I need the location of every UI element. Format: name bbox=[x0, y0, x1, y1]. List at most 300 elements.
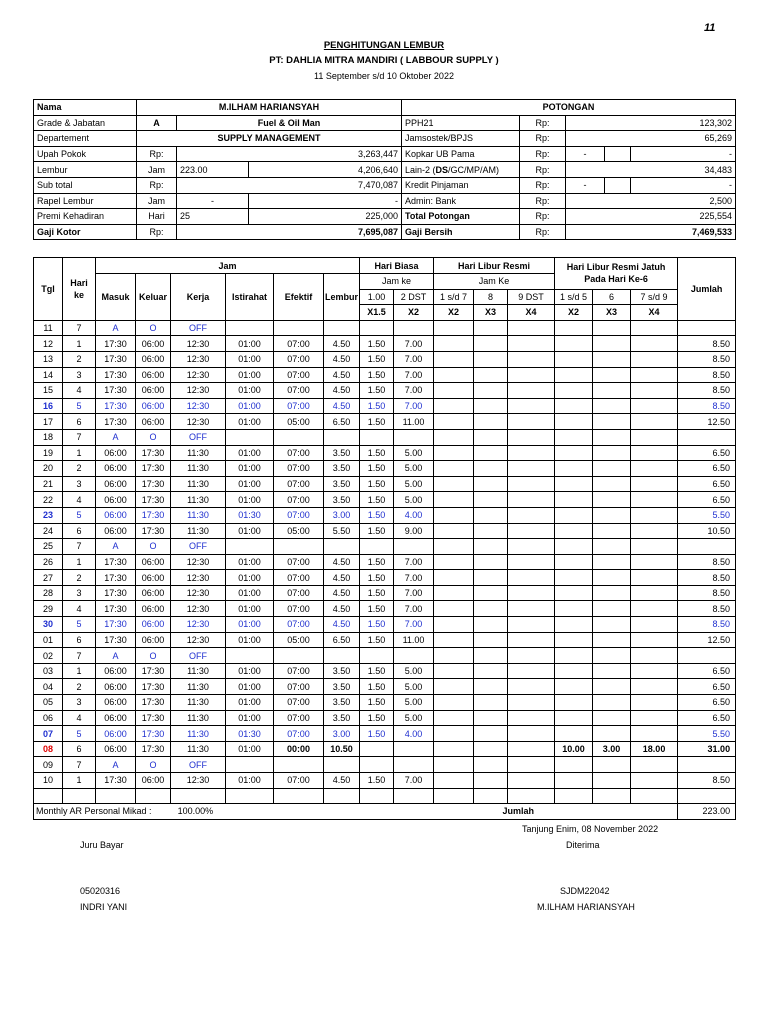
cell-hlr6-x3 bbox=[593, 539, 631, 555]
cell-hlr-x2 bbox=[434, 585, 474, 601]
cell-keluar: 06:00 bbox=[136, 414, 171, 430]
cell-tgl: 12 bbox=[34, 336, 63, 352]
cell-lembur: 3.50 bbox=[324, 461, 360, 477]
cell-hlr-x3 bbox=[474, 773, 508, 789]
cell-lembur bbox=[324, 320, 360, 336]
col-hari-libur-resmi: Hari Libur Resmi bbox=[434, 258, 555, 274]
cell-hari-ke: 2 bbox=[63, 570, 96, 586]
cell-hb-x1-5 bbox=[360, 741, 394, 757]
cell-istirahat: 01:00 bbox=[226, 632, 274, 648]
nama-label: Nama bbox=[34, 100, 137, 116]
cell-hlr-x3 bbox=[474, 617, 508, 633]
cell-hlr6-x4 bbox=[631, 695, 678, 711]
overtime-row bbox=[34, 773, 736, 789]
cell-efektif: 07:00 bbox=[274, 367, 324, 383]
overtime-row bbox=[34, 617, 736, 633]
cell-istirahat: 01:00 bbox=[226, 476, 274, 492]
cell-efektif: 07:00 bbox=[274, 601, 324, 617]
overtime-rows bbox=[34, 320, 736, 788]
cell-keluar: 17:30 bbox=[136, 523, 171, 539]
rapel-unit: Jam bbox=[137, 193, 177, 209]
cell-hari-ke: 6 bbox=[63, 414, 96, 430]
cell-hlr-x3 bbox=[474, 648, 508, 664]
cell-hlr6-x4 bbox=[631, 648, 678, 664]
cell-hlr-x2 bbox=[434, 726, 474, 742]
overtime-row bbox=[34, 554, 736, 570]
cell-hb-x1-5: 1.50 bbox=[360, 585, 394, 601]
cell-tgl: 20 bbox=[34, 461, 63, 477]
overtime-row bbox=[34, 492, 736, 508]
upah-value: 3,263,447 bbox=[177, 146, 402, 162]
cell-lembur: 4.50 bbox=[324, 554, 360, 570]
cell-hlr-x4 bbox=[508, 617, 555, 633]
cell-kerja: OFF bbox=[171, 648, 226, 664]
cell-hlr-x4 bbox=[508, 741, 555, 757]
mult-5: X4 bbox=[508, 305, 555, 321]
mult-3: X2 bbox=[434, 305, 474, 321]
cell-efektif bbox=[274, 320, 324, 336]
cell-hb-x2: 4.00 bbox=[394, 507, 434, 523]
cell-hlr-x2 bbox=[434, 539, 474, 555]
cell-tgl: 06 bbox=[34, 710, 63, 726]
dept-label: Departement bbox=[34, 131, 137, 147]
cell-hlr-x4 bbox=[508, 461, 555, 477]
cell-hb-x2: 4.00 bbox=[394, 726, 434, 742]
cell-hlr-x4 bbox=[508, 351, 555, 367]
col-jam: Jam bbox=[96, 258, 360, 274]
page-number: 11 bbox=[704, 22, 716, 34]
row-dept bbox=[34, 131, 736, 147]
cell-hlr6-x4 bbox=[631, 320, 678, 336]
cell-tgl: 13 bbox=[34, 351, 63, 367]
rapel-value: - bbox=[249, 193, 402, 209]
dept-value: SUPPLY MANAGEMENT bbox=[137, 131, 402, 147]
cell-hlr-x3 bbox=[474, 429, 508, 445]
jamsostek-rp: Rp: bbox=[520, 131, 566, 147]
summary-row bbox=[34, 804, 736, 820]
overtime-row bbox=[34, 695, 736, 711]
cell-hari-ke: 1 bbox=[63, 445, 96, 461]
cell-kerja: 11:30 bbox=[171, 492, 226, 508]
gaji-bersih-label: Gaji Bersih bbox=[402, 224, 520, 240]
cell-hlr-x4 bbox=[508, 570, 555, 586]
cell-efektif: 07:00 bbox=[274, 507, 324, 523]
cell-jumlah: 6.50 bbox=[678, 492, 736, 508]
cell-tgl: 08 bbox=[34, 741, 63, 757]
cell-jumlah: 6.50 bbox=[678, 695, 736, 711]
row-nama bbox=[34, 100, 736, 116]
cell-kerja: 11:30 bbox=[171, 445, 226, 461]
cell-masuk: 06:00 bbox=[96, 507, 136, 523]
cell-hb-x2: 5.00 bbox=[394, 492, 434, 508]
cell-hlr-x2 bbox=[434, 492, 474, 508]
sub-2: 2 DST bbox=[394, 289, 434, 305]
cell-hlr-x4 bbox=[508, 726, 555, 742]
cell-hlr6-x2 bbox=[555, 383, 593, 399]
cell-hlr-x2 bbox=[434, 741, 474, 757]
cell-hb-x1-5: 1.50 bbox=[360, 726, 394, 742]
cell-hlr6-x3 bbox=[593, 523, 631, 539]
cell-keluar: 06:00 bbox=[136, 773, 171, 789]
cell-hlr6-x2 bbox=[555, 663, 593, 679]
cell-hb-x2 bbox=[394, 741, 434, 757]
cell-hlr6-x4 bbox=[631, 773, 678, 789]
cell-masuk: A bbox=[96, 757, 136, 773]
cell-hb-x2 bbox=[394, 320, 434, 336]
lembur-value: 4,206,640 bbox=[249, 162, 402, 178]
cell-efektif: 07:00 bbox=[274, 476, 324, 492]
cell-masuk: A bbox=[96, 539, 136, 555]
cell-masuk: 06:00 bbox=[96, 445, 136, 461]
cell-istirahat: 01:00 bbox=[226, 585, 274, 601]
cell-hlr6-x2 bbox=[555, 726, 593, 742]
overtime-row bbox=[34, 570, 736, 586]
cell-keluar: O bbox=[136, 429, 171, 445]
cell-hari-ke: 6 bbox=[63, 523, 96, 539]
cell-jumlah: 6.50 bbox=[678, 476, 736, 492]
upah-unit: Rp: bbox=[137, 146, 177, 162]
cell-hlr6-x2 bbox=[555, 679, 593, 695]
juru-bayar-id: 05020316 bbox=[80, 886, 121, 896]
cell-hb-x1-5: 1.50 bbox=[360, 351, 394, 367]
cell-efektif bbox=[274, 429, 324, 445]
gaji-kotor-label: Gaji Kotor bbox=[34, 224, 137, 240]
cell-hlr-x3 bbox=[474, 663, 508, 679]
cell-jumlah: 6.50 bbox=[678, 710, 736, 726]
cell-hlr6-x2 bbox=[555, 351, 593, 367]
cell-masuk: 17:30 bbox=[96, 773, 136, 789]
cell-hb-x1-5: 1.50 bbox=[360, 367, 394, 383]
cell-keluar: O bbox=[136, 757, 171, 773]
kopkar-mid: - bbox=[566, 146, 605, 162]
cell-tgl: 18 bbox=[34, 429, 63, 445]
cell-hlr6-x2 bbox=[555, 648, 593, 664]
cell-hlr-x4 bbox=[508, 539, 555, 555]
cell-istirahat: 01:00 bbox=[226, 695, 274, 711]
cell-hb-x1-5: 1.50 bbox=[360, 695, 394, 711]
cell-hlr6-x3 bbox=[593, 429, 631, 445]
cell-istirahat: 01:00 bbox=[226, 617, 274, 633]
grade-label: Grade & Jabatan bbox=[34, 115, 137, 131]
cell-hlr-x4 bbox=[508, 414, 555, 430]
juru-bayar-name: INDRI YANI bbox=[80, 902, 128, 912]
cell-kerja: 12:30 bbox=[171, 554, 226, 570]
cell-hlr6-x3 bbox=[593, 663, 631, 679]
cell-lembur bbox=[324, 429, 360, 445]
cell-keluar: 06:00 bbox=[136, 398, 171, 414]
cell-masuk: 06:00 bbox=[96, 679, 136, 695]
cell-hb-x2: 7.00 bbox=[394, 336, 434, 352]
cell-kerja: 12:30 bbox=[171, 632, 226, 648]
cell-hb-x1-5: 1.50 bbox=[360, 414, 394, 430]
jamsostek-label: Jamsostek/BPJS bbox=[402, 131, 520, 147]
cell-hb-x1-5: 1.50 bbox=[360, 398, 394, 414]
cell-keluar: 17:30 bbox=[136, 507, 171, 523]
cell-lembur: 3.00 bbox=[324, 507, 360, 523]
cell-keluar: O bbox=[136, 648, 171, 664]
cell-masuk: 06:00 bbox=[96, 663, 136, 679]
cell-tgl: 24 bbox=[34, 523, 63, 539]
overtime-row bbox=[34, 383, 736, 399]
admin-value: 2,500 bbox=[566, 193, 736, 209]
cell-hlr-x4 bbox=[508, 523, 555, 539]
overtime-row bbox=[34, 663, 736, 679]
cell-hlr6-x2 bbox=[555, 773, 593, 789]
cell-jumlah: 8.50 bbox=[678, 570, 736, 586]
cell-hlr-x3 bbox=[474, 367, 508, 383]
cell-kerja: 11:30 bbox=[171, 741, 226, 757]
cell-kerja: 12:30 bbox=[171, 367, 226, 383]
cell-jumlah: 8.50 bbox=[678, 554, 736, 570]
cell-istirahat: 01:00 bbox=[226, 679, 274, 695]
cell-hlr6-x2 bbox=[555, 461, 593, 477]
cell-hb-x1-5: 1.50 bbox=[360, 383, 394, 399]
cell-hlr6-x4 bbox=[631, 351, 678, 367]
cell-hlr6-x3 bbox=[593, 398, 631, 414]
cell-kerja: 12:30 bbox=[171, 773, 226, 789]
overtime-row bbox=[34, 445, 736, 461]
col-jumlah: Jumlah bbox=[678, 258, 736, 321]
overtime-row bbox=[34, 741, 736, 757]
cell-hlr-x2 bbox=[434, 648, 474, 664]
cell-hari-ke: 4 bbox=[63, 601, 96, 617]
cell-kerja: 12:30 bbox=[171, 351, 226, 367]
cell-istirahat: 01:00 bbox=[226, 461, 274, 477]
gaji-kotor-value: 7,695,087 bbox=[177, 224, 402, 240]
place-date: Tanjung Enim, 08 November 2022 bbox=[522, 824, 659, 834]
cell-hlr6-x2 bbox=[555, 570, 593, 586]
cell-hlr-x4 bbox=[508, 585, 555, 601]
cell-jumlah bbox=[678, 429, 736, 445]
cell-hlr-x3 bbox=[474, 507, 508, 523]
cell-keluar: 06:00 bbox=[136, 336, 171, 352]
cell-lembur: 4.50 bbox=[324, 773, 360, 789]
cell-hari-ke: 3 bbox=[63, 585, 96, 601]
cell-istirahat bbox=[226, 539, 274, 555]
cell-masuk: 17:30 bbox=[96, 336, 136, 352]
col-hari-biasa: Hari Biasa bbox=[360, 258, 434, 274]
cell-jumlah: 8.50 bbox=[678, 398, 736, 414]
cell-hari-ke: 7 bbox=[63, 539, 96, 555]
cell-hlr-x4 bbox=[508, 757, 555, 773]
cell-hlr-x4 bbox=[508, 648, 555, 664]
cell-jumlah: 8.50 bbox=[678, 336, 736, 352]
cell-hlr-x2 bbox=[434, 383, 474, 399]
col-efektif: Efektif bbox=[274, 274, 324, 321]
cell-hlr6-x2 bbox=[555, 336, 593, 352]
col-hlr-hari6: Hari Libur Resmi Jatuh Pada Hari Ke-6 bbox=[555, 258, 678, 290]
cell-hb-x1-5 bbox=[360, 539, 394, 555]
cell-lembur: 3.50 bbox=[324, 663, 360, 679]
cell-hlr-x4 bbox=[508, 663, 555, 679]
lain2-value: 34,483 bbox=[566, 162, 736, 178]
cell-efektif: 07:00 bbox=[274, 695, 324, 711]
cell-kerja: 12:30 bbox=[171, 414, 226, 430]
jamsostek-value: 65,269 bbox=[566, 131, 736, 147]
overtime-row bbox=[34, 585, 736, 601]
cell-efektif: 00:00 bbox=[274, 741, 324, 757]
cell-hlr6-x4 bbox=[631, 367, 678, 383]
cell-tgl: 04 bbox=[34, 679, 63, 695]
overtime-row bbox=[34, 429, 736, 445]
cell-hlr6-x3 bbox=[593, 726, 631, 742]
cell-hlr6-x3 bbox=[593, 585, 631, 601]
cell-hlr-x2 bbox=[434, 367, 474, 383]
cell-tgl: 28 bbox=[34, 585, 63, 601]
cell-tgl: 30 bbox=[34, 617, 63, 633]
mult-1: X1.5 bbox=[360, 305, 394, 321]
cell-tgl: 21 bbox=[34, 476, 63, 492]
cell-lembur bbox=[324, 648, 360, 664]
cell-hlr-x2 bbox=[434, 476, 474, 492]
cell-efektif: 07:00 bbox=[274, 773, 324, 789]
cell-hlr-x3 bbox=[474, 461, 508, 477]
cell-tgl: 17 bbox=[34, 414, 63, 430]
cell-hlr-x2 bbox=[434, 695, 474, 711]
cell-tgl: 14 bbox=[34, 367, 63, 383]
cell-efektif: 07:00 bbox=[274, 336, 324, 352]
cell-kerja: OFF bbox=[171, 429, 226, 445]
cell-hlr6-x3 bbox=[593, 320, 631, 336]
cell-hb-x1-5: 1.50 bbox=[360, 710, 394, 726]
cell-keluar: 06:00 bbox=[136, 351, 171, 367]
cell-efektif: 07:00 bbox=[274, 679, 324, 695]
cell-hari-ke: 2 bbox=[63, 679, 96, 695]
cell-hb-x2: 7.00 bbox=[394, 554, 434, 570]
col-kerja: Kerja bbox=[171, 274, 226, 321]
cell-hlr6-x3 bbox=[593, 648, 631, 664]
cell-istirahat bbox=[226, 757, 274, 773]
overtime-row bbox=[34, 398, 736, 414]
cell-hb-x1-5: 1.50 bbox=[360, 336, 394, 352]
cell-efektif: 07:00 bbox=[274, 445, 324, 461]
col-tgl: Tgl bbox=[34, 258, 63, 321]
cell-masuk: 17:30 bbox=[96, 554, 136, 570]
cell-hlr-x4 bbox=[508, 445, 555, 461]
overtime-row bbox=[34, 648, 736, 664]
overtime-row bbox=[34, 320, 736, 336]
cell-hlr-x4 bbox=[508, 476, 555, 492]
cell-hlr6-x3 bbox=[593, 617, 631, 633]
cell-tgl: 29 bbox=[34, 601, 63, 617]
cell-hlr-x2 bbox=[434, 632, 474, 648]
cell-jumlah bbox=[678, 320, 736, 336]
cell-hb-x1-5: 1.50 bbox=[360, 617, 394, 633]
cell-efektif: 07:00 bbox=[274, 554, 324, 570]
cell-lembur: 4.50 bbox=[324, 367, 360, 383]
cell-lembur: 6.50 bbox=[324, 632, 360, 648]
cell-hlr-x3 bbox=[474, 398, 508, 414]
cell-keluar: 17:30 bbox=[136, 476, 171, 492]
cell-tgl: 01 bbox=[34, 632, 63, 648]
period: 11 September s/d 10 Oktober 2022 bbox=[314, 71, 454, 81]
kredit-rp: Rp: bbox=[520, 177, 566, 193]
cell-hlr-x3 bbox=[474, 476, 508, 492]
cell-hlr6-x4 bbox=[631, 539, 678, 555]
cell-hlr6-x3 bbox=[593, 679, 631, 695]
company-name: PT: DAHLIA MITRA MANDIRI ( LABBOUR SUPPLY ) bbox=[269, 55, 499, 66]
cell-keluar: O bbox=[136, 539, 171, 555]
cell-efektif: 07:00 bbox=[274, 461, 324, 477]
cell-hlr-x2 bbox=[434, 351, 474, 367]
cell-keluar: 17:30 bbox=[136, 461, 171, 477]
cell-keluar: 17:30 bbox=[136, 492, 171, 508]
col-keluar: Keluar bbox=[136, 274, 171, 321]
cell-hb-x1-5 bbox=[360, 429, 394, 445]
cell-keluar: 06:00 bbox=[136, 585, 171, 601]
cell-kerja: 11:30 bbox=[171, 461, 226, 477]
gaji-kotor-unit: Rp: bbox=[137, 224, 177, 240]
cell-hlr6-x3 bbox=[593, 570, 631, 586]
cell-keluar: 06:00 bbox=[136, 617, 171, 633]
cell-hari-ke: 5 bbox=[63, 726, 96, 742]
cell-jumlah bbox=[678, 648, 736, 664]
cell-hlr6-x4 bbox=[631, 554, 678, 570]
cell-istirahat: 01:00 bbox=[226, 492, 274, 508]
row-subtotal bbox=[34, 177, 736, 193]
cell-hb-x2: 5.00 bbox=[394, 663, 434, 679]
cell-hb-x2 bbox=[394, 429, 434, 445]
cell-hlr-x4 bbox=[508, 367, 555, 383]
cell-kerja: 11:30 bbox=[171, 695, 226, 711]
cell-hb-x1-5: 1.50 bbox=[360, 679, 394, 695]
col-istirahat: Istirahat bbox=[226, 274, 274, 321]
cell-istirahat: 01:00 bbox=[226, 570, 274, 586]
cell-kerja: 11:30 bbox=[171, 726, 226, 742]
overtime-row bbox=[34, 523, 736, 539]
cell-istirahat bbox=[226, 429, 274, 445]
cell-masuk: 06:00 bbox=[96, 476, 136, 492]
cell-hlr6-x3 bbox=[593, 383, 631, 399]
penerima-name: M.ILHAM HARIANSYAH bbox=[537, 902, 635, 912]
cell-keluar: 06:00 bbox=[136, 554, 171, 570]
cell-istirahat: 01:00 bbox=[226, 663, 274, 679]
upah-label: Upah Pokok bbox=[34, 146, 137, 162]
overtime-row bbox=[34, 539, 736, 555]
lembur-label: Lembur bbox=[34, 162, 137, 178]
rapel-jam: - bbox=[177, 193, 249, 209]
premi-hari: 25 bbox=[177, 209, 249, 225]
cell-hlr-x3 bbox=[474, 539, 508, 555]
pph21-value: 123,302 bbox=[566, 115, 736, 131]
kredit-value: - bbox=[631, 177, 736, 193]
cell-istirahat: 01:00 bbox=[226, 601, 274, 617]
cell-hlr6-x4 bbox=[631, 414, 678, 430]
cell-tgl: 22 bbox=[34, 492, 63, 508]
cell-istirahat: 01:00 bbox=[226, 741, 274, 757]
juru-bayar-title: Juru Bayar bbox=[80, 840, 124, 850]
cell-hlr6-x2 bbox=[555, 320, 593, 336]
cell-keluar: 17:30 bbox=[136, 679, 171, 695]
cell-keluar: 17:30 bbox=[136, 663, 171, 679]
cell-hb-x2 bbox=[394, 648, 434, 664]
cell-hb-x2: 7.00 bbox=[394, 585, 434, 601]
cell-hari-ke: 1 bbox=[63, 663, 96, 679]
cell-keluar: 06:00 bbox=[136, 601, 171, 617]
cell-jumlah: 12.50 bbox=[678, 632, 736, 648]
cell-hari-ke: 3 bbox=[63, 476, 96, 492]
cell-kerja: OFF bbox=[171, 757, 226, 773]
cell-lembur: 3.50 bbox=[324, 492, 360, 508]
overtime-row bbox=[34, 476, 736, 492]
premi-unit: Hari bbox=[137, 209, 177, 225]
sub-3: 1 s/d 7 bbox=[434, 289, 474, 305]
cell-hlr6-x4 bbox=[631, 383, 678, 399]
cell-kerja: 11:30 bbox=[171, 523, 226, 539]
cell-hlr-x3 bbox=[474, 757, 508, 773]
cell-hlr6-x4 bbox=[631, 710, 678, 726]
cell-masuk: 06:00 bbox=[96, 492, 136, 508]
